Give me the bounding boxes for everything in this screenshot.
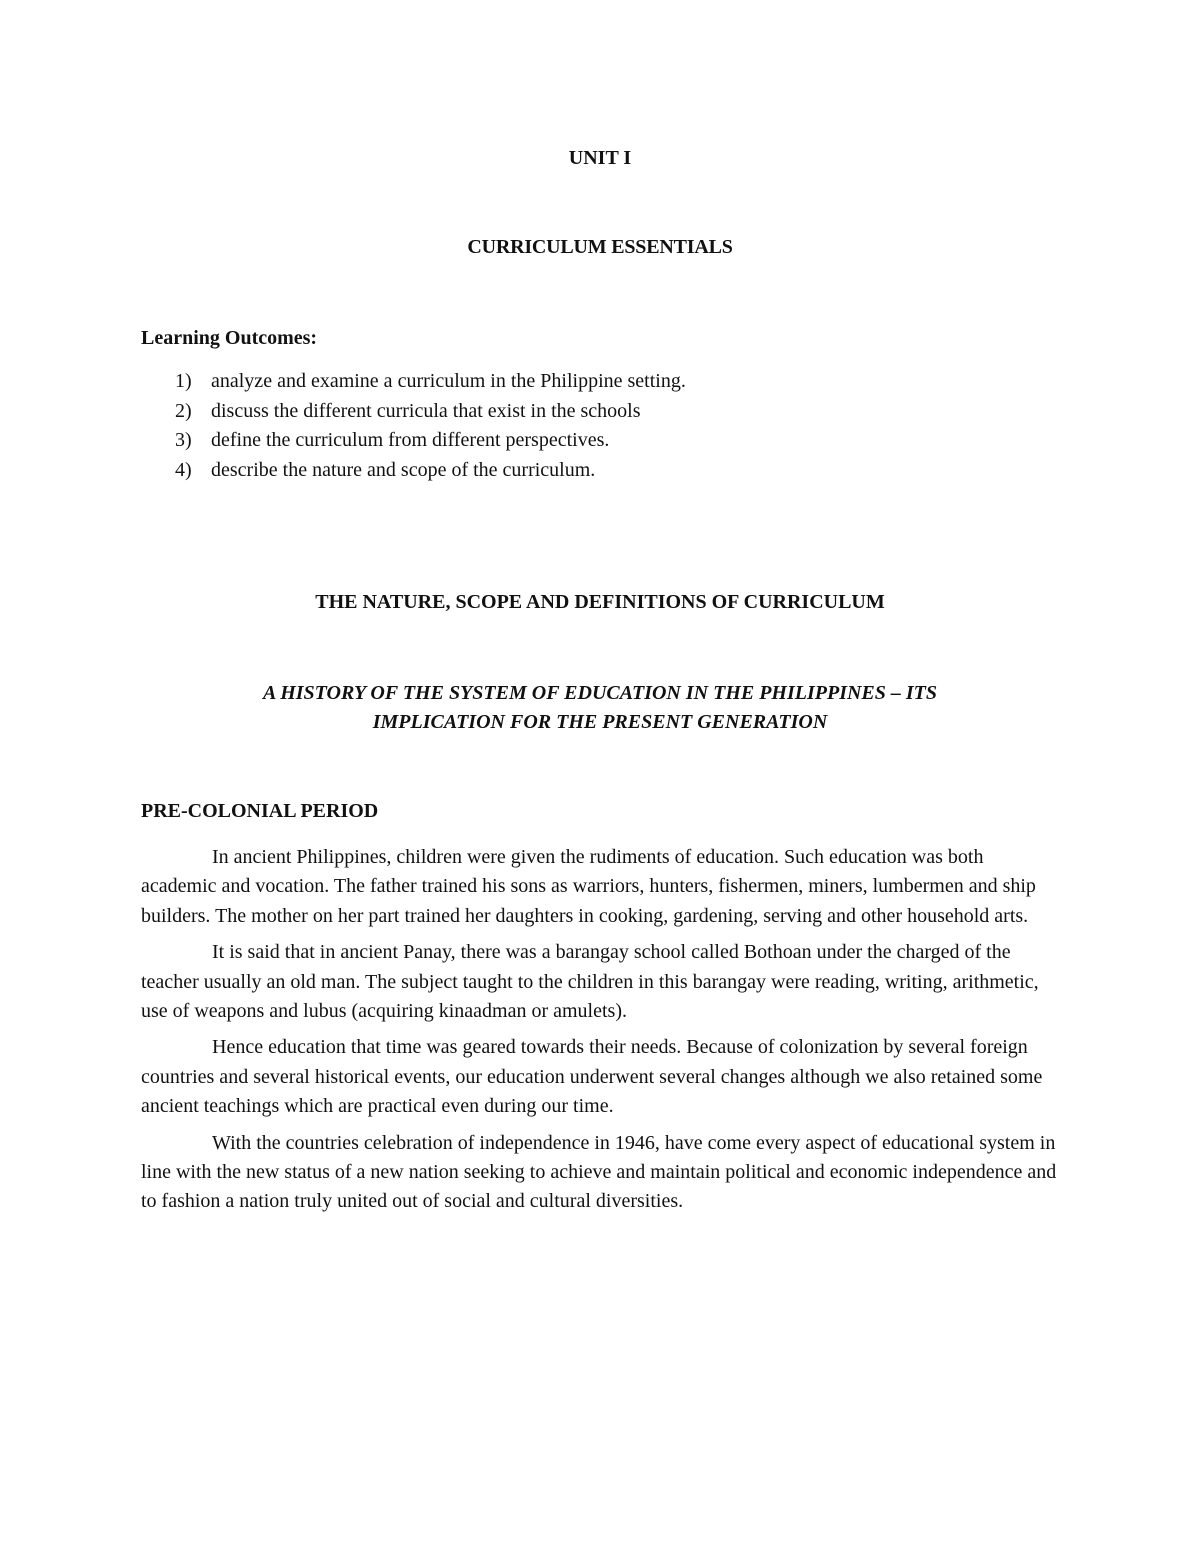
- outcome-item: [141, 368, 1041, 398]
- paragraph: It is said that in ancient Panay, there was a barangay school called Bothoan under the charged of the teacher usually an old man. The subject taught to the children in this barangay were reading, writing, arithmetic, use of weapons and lubus (acquiring kinaadman or amulets).: [141, 941, 1039, 1023]
- paragraph: With the countries celebration of independence in 1946, have come every aspect of educational system in line with the new status of a new nation seeking to achieve and maintain political and economic independence and to fashion a nation truly united out of social and cultural diversities.: [141, 1131, 1057, 1213]
- outcome-number: 3): [175, 429, 192, 451]
- learning-outcomes-heading: Learning Outcomes:: [141, 327, 318, 349]
- precolonial-heading: PRE-COLONIAL PERIOD: [141, 800, 379, 822]
- outcome-number: 2): [175, 399, 192, 422]
- outcome-item: [141, 457, 1041, 487]
- outcome-item: [141, 398, 1041, 428]
- body-text: [141, 843, 1061, 1224]
- outcome-number: 1): [175, 370, 192, 392]
- outcome-text: describe the nature and scope of the curriculum.: [211, 458, 596, 481]
- outcome-text: define the curriculum from different perspectives.: [211, 429, 610, 451]
- nature-scope-title: THE NATURE, SCOPE AND DEFINITIONS OF CURRICULUM: [315, 591, 885, 613]
- outcome-item: [141, 427, 1041, 457]
- outcome-text: discuss the different curricula that exist in the schools: [211, 399, 641, 422]
- history-title-line-2: IMPLICATION FOR THE PRESENT GENERATION: [372, 711, 828, 733]
- section-title: CURRICULUM ESSENTIALS: [467, 236, 733, 258]
- history-title-line-1: A HISTORY OF THE SYSTEM OF EDUCATION IN THE PHILIPPINES – ITS: [262, 682, 938, 704]
- history-title: [0, 679, 1200, 737]
- learning-outcomes-list: [141, 368, 1041, 486]
- outcome-text: analyze and examine a curriculum in the Philippine setting.: [211, 370, 686, 392]
- unit-heading: UNIT I: [568, 147, 632, 169]
- outcome-number: 4): [175, 458, 192, 481]
- paragraph: Hence education that time was geared towards their needs. Because of colonization by several foreign countries and several historical events, our education underwent several changes although we also retained some ancient teachings which are practical even during our time.: [141, 1036, 1043, 1118]
- paragraph: In ancient Philippines, children were given the rudiments of education. Such education was both academic and vocation. The father trained his sons as warriors, hunters, fishermen, miners, lumbermen and ship builders. The mother on her part trained her daughters in cooking, gardening, serving and other household arts.: [141, 846, 1036, 927]
